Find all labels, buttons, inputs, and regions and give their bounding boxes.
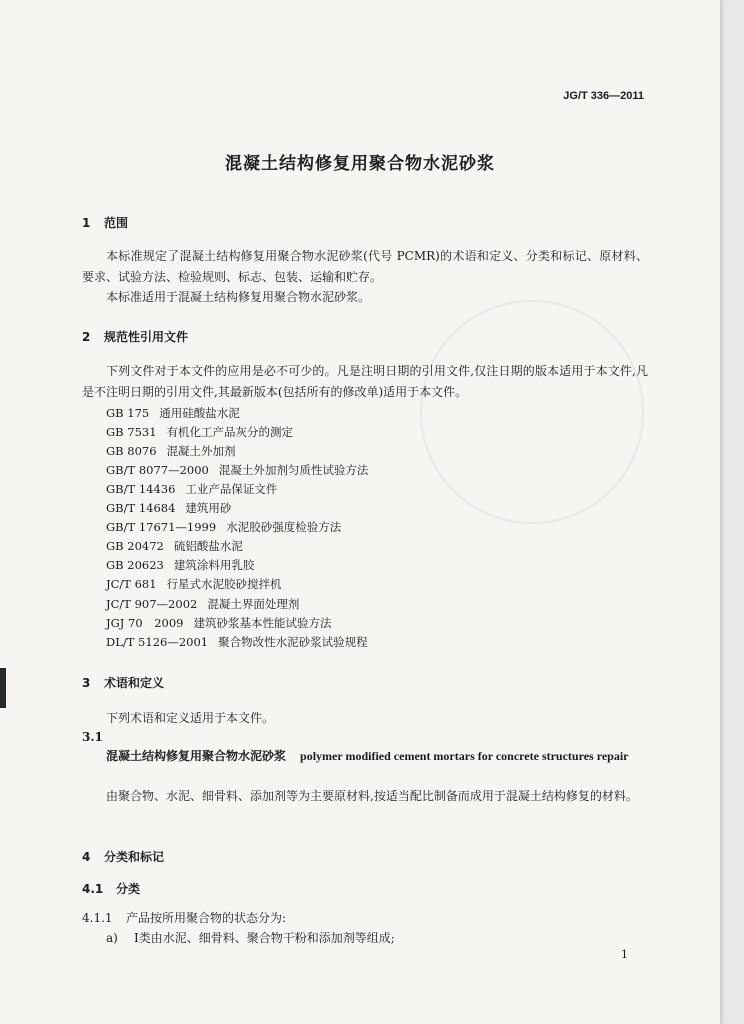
section-1-heading — [82, 214, 128, 231]
reference-item: GB/T 14436 工业产品保证文件 — [106, 482, 278, 496]
clause-4-1-1 — [82, 909, 286, 926]
reference-item: JC/T 681 行星式水泥胶砂搅拌机 — [106, 577, 282, 591]
term-chinese: 混凝土结构修复用聚合物水泥砂浆 — [106, 749, 287, 763]
reference-item: GB 8076 混凝土外加剂 — [106, 444, 236, 458]
document-title: 混凝土结构修复用聚合物水泥砂浆 — [225, 154, 495, 174]
subsection-number: 4.1 — [82, 882, 104, 896]
reference-item: JC/T 907—2002 混凝土界面处理剂 — [106, 597, 300, 611]
list-item-text: Ⅰ类由水泥、细骨料、聚合物干粉和添加剂等组成; — [134, 931, 395, 945]
binding-mark — [0, 668, 6, 708]
subsection-4-1 — [82, 880, 140, 897]
section-3-heading — [82, 674, 164, 691]
term-definition: 由聚合物、水泥、细骨料、添加剂等为主要原材料,按适当配比制备而成用于混凝土结构修复的材料。 — [106, 789, 638, 803]
section-3-title: 术语和定义 — [104, 676, 165, 690]
reference-item: GB/T 17671—1999 水泥胶砂强度检验方法 — [106, 520, 342, 534]
section-2-heading — [82, 328, 188, 345]
standard-number: JG/T 336—2011 — [563, 90, 644, 102]
reference-item: GB 20623 建筑涂料用乳胶 — [106, 558, 255, 572]
section-1-number: 1 — [82, 216, 91, 230]
reference-item: GB 175 通用硅酸盐水泥 — [106, 406, 240, 420]
section-1-paragraph-2: 本标准适用于混凝土结构修复用聚合物水泥砂浆。 — [106, 290, 371, 304]
section-4-heading — [82, 848, 164, 865]
reference-item: GB/T 14684 建筑用砂 — [106, 501, 232, 515]
section-1-paragraph-1: 本标准规定了混凝土结构修复用聚合物水泥砂浆(代号 PCMR)的术语和定义、分类和标记、原材料、要求、试验方法、检验规则、标志、包装、运输和贮存。 — [82, 249, 648, 284]
reference-item: GB/T 8077—2000 混凝土外加剂匀质性试验方法 — [106, 463, 369, 477]
term-entry — [82, 746, 648, 767]
bleed-through-seal — [420, 300, 644, 524]
section-2-number: 2 — [82, 330, 91, 344]
list-item — [106, 929, 395, 946]
section-3-intro: 下列术语和定义适用于本文件。 — [106, 711, 275, 725]
reference-item: GB 20472 硫铝酸盐水泥 — [106, 539, 243, 553]
reference-item: DL/T 5126—2001 聚合物改性水泥砂浆试验规程 — [106, 635, 368, 649]
clause-text: 产品按所用聚合物的状态分为: — [126, 911, 287, 925]
page-number: 1 — [621, 948, 628, 961]
section-4-title: 分类和标记 — [104, 850, 165, 864]
list-item-label: a) — [106, 931, 118, 945]
section-3-number: 3 — [82, 676, 91, 690]
clause-number: 4.1.1 — [82, 911, 113, 925]
section-4-number: 4 — [82, 850, 91, 864]
subsection-title: 分类 — [116, 882, 141, 896]
section-2-intro: 下列文件对于本文件的应用是必不可少的。凡是注明日期的引用文件,仅注日期的版本适用于本文件,凡是不注明日期的引用文件,其最新版本(包括所有的修改单)适用于本文件。 — [82, 364, 648, 399]
reference-item: JGJ 70 2009 建筑砂浆基本性能试验方法 — [106, 616, 332, 630]
section-2-title: 规范性引用文件 — [104, 330, 189, 344]
term-english: polymer modified cement mortars for concrete structures repair — [300, 749, 629, 763]
reference-item: GB 7531 有机化工产品灰分的测定 — [106, 425, 294, 439]
section-1-title: 范围 — [104, 216, 129, 230]
term-number: 3.1 — [82, 730, 103, 744]
